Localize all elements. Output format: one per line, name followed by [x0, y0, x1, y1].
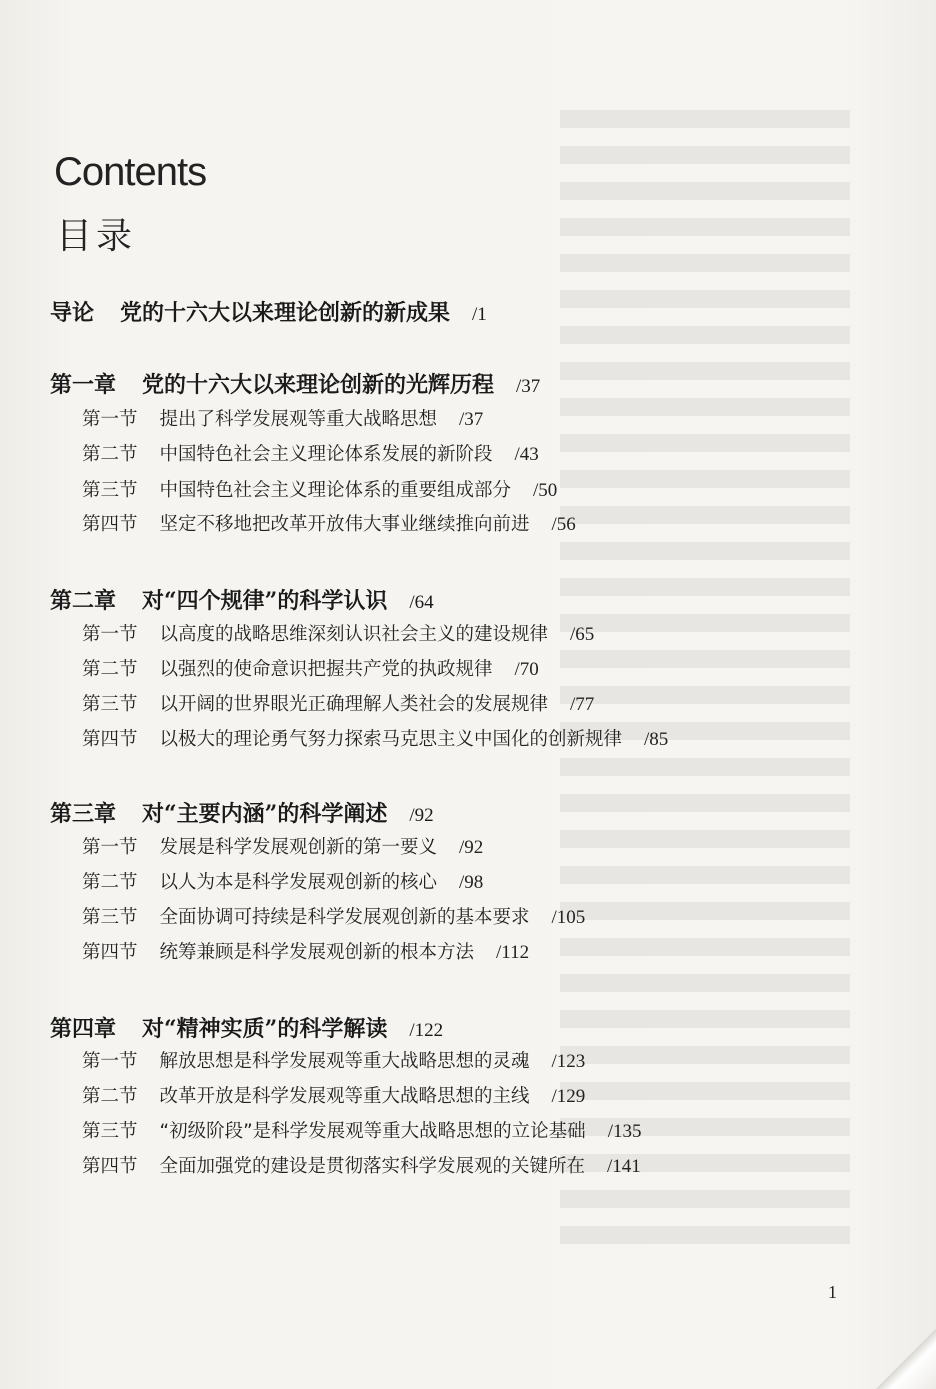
section-number: 第四节 — [82, 729, 138, 750]
section-title: 以人为本是科学发展观创新的核心 — [159, 872, 438, 893]
page-ref: /141 — [607, 1156, 641, 1177]
toc-section-entry[interactable] — [82, 725, 668, 751]
section-number: 第二节 — [82, 1086, 138, 1107]
section-number: 第三节 — [82, 694, 138, 715]
section-title: 以开阔的世界眼光正确理解人类社会的发展规律 — [159, 694, 549, 715]
page-ref: /112 — [496, 942, 530, 963]
page-ref: /43 — [514, 444, 539, 465]
section-number: 第三节 — [82, 907, 138, 928]
page-ref: /37 — [516, 376, 541, 397]
toc-chapter-entry[interactable] — [50, 296, 487, 327]
toc-chapter-entry[interactable] — [50, 584, 434, 615]
page-number: 1 — [828, 1282, 837, 1302]
section-number: 第一节 — [82, 837, 138, 858]
toc-section-entry[interactable] — [82, 1152, 641, 1178]
section-title: 解放思想是科学发展观等重大战略思想的灵魂 — [159, 1051, 530, 1072]
page-ref: /105 — [551, 907, 586, 928]
toc-section-entry[interactable] — [82, 1117, 641, 1143]
section-title: 全面协调可持续是科学发展观创新的基本要求 — [159, 907, 530, 928]
page-ref: /135 — [607, 1121, 642, 1142]
toc-section-entry[interactable] — [82, 868, 483, 894]
page-ref: /92 — [409, 805, 434, 826]
section-title: “初级阶段”是科学发展观等重大战略思想的立论基础 — [159, 1121, 586, 1142]
section-number: 第二节 — [82, 444, 138, 465]
toc-chapter-entry[interactable] — [50, 1012, 443, 1043]
section-title: 中国特色社会主义理论体系发展的新阶段 — [159, 444, 493, 465]
page-ref: /1 — [472, 304, 487, 325]
toc-section-entry[interactable] — [82, 476, 557, 502]
page-ref: /122 — [409, 1020, 444, 1041]
toc-section-entry[interactable] — [82, 440, 539, 466]
page-ref: /85 — [644, 729, 669, 750]
section-title: 全面加强党的建设是贯彻落实科学发展观的关键所在 — [159, 1156, 586, 1177]
section-number: 第四节 — [82, 942, 138, 963]
section-number: 第三节 — [82, 480, 138, 501]
chapter-number: 第一章 — [50, 372, 117, 398]
contents-title-en: Contents — [54, 150, 207, 194]
toc-chapter-entry[interactable] — [50, 368, 540, 399]
section-number: 第一节 — [82, 409, 138, 430]
page-ref: /37 — [459, 409, 484, 430]
toc-section-entry[interactable] — [82, 833, 483, 859]
toc-section-entry[interactable] — [82, 903, 585, 929]
chapter-title: 对“精神实质”的科学解读 — [142, 1016, 388, 1042]
page-ref: /70 — [514, 659, 539, 680]
page-ref: /56 — [551, 514, 576, 535]
chapter-title: 对“主要内涵”的科学阐述 — [142, 801, 388, 827]
page-ref: /65 — [570, 624, 595, 645]
section-number: 第一节 — [82, 1051, 138, 1072]
page-ref: /98 — [459, 872, 484, 893]
section-number: 第四节 — [82, 1156, 138, 1177]
section-title: 中国特色社会主义理论体系的重要组成部分 — [159, 480, 512, 501]
toc-section-entry[interactable] — [82, 1047, 585, 1073]
toc-section-entry[interactable] — [82, 1082, 585, 1108]
toc-section-entry[interactable] — [82, 690, 594, 716]
chapter-title: 党的十六大以来理论创新的光辉历程 — [142, 372, 495, 398]
section-title: 以高度的战略思维深刻认识社会主义的建设规律 — [159, 624, 549, 645]
chapter-number: 第二章 — [50, 588, 117, 614]
chapter-number: 第四章 — [50, 1016, 117, 1042]
section-number: 第二节 — [82, 659, 138, 680]
toc-section-entry[interactable] — [82, 620, 594, 646]
section-number: 第四节 — [82, 514, 138, 535]
section-title: 以强烈的使命意识把握共产党的执政规律 — [159, 659, 493, 680]
section-title: 坚定不移地把改革开放伟大事业继续推向前进 — [159, 514, 530, 535]
section-title: 提出了科学发展观等重大战略思想 — [159, 409, 438, 430]
chapter-title: 对“四个规律”的科学认识 — [142, 588, 388, 614]
page-ref: /64 — [409, 592, 434, 613]
page-ref: /50 — [533, 480, 558, 501]
toc-section-entry[interactable] — [82, 938, 529, 964]
show-through-text — [560, 110, 850, 1260]
section-number: 第一节 — [82, 624, 138, 645]
chapter-title: 党的十六大以来理论创新的新成果 — [120, 300, 451, 326]
section-title: 统筹兼顾是科学发展观创新的根本方法 — [159, 942, 475, 963]
section-number: 第二节 — [82, 872, 138, 893]
page-ref: /92 — [459, 837, 484, 858]
section-title: 发展是科学发展观创新的第一要义 — [159, 837, 438, 858]
toc-chapter-entry[interactable] — [50, 797, 434, 828]
page-ref: /123 — [551, 1051, 586, 1072]
page-ref: /129 — [551, 1086, 586, 1107]
chapter-number: 导论 — [50, 300, 95, 326]
toc-section-entry[interactable] — [82, 655, 539, 681]
toc-section-entry[interactable] — [82, 510, 576, 536]
toc-section-entry[interactable] — [82, 405, 483, 431]
page-ref: /77 — [570, 694, 595, 715]
chapter-number: 第三章 — [50, 801, 117, 827]
section-title: 改革开放是科学发展观等重大战略思想的主线 — [159, 1086, 530, 1107]
section-number: 第三节 — [82, 1121, 138, 1142]
contents-title-zh: 目录 — [56, 216, 137, 257]
page-corner-fold — [876, 1329, 936, 1389]
section-title: 以极大的理论勇气努力探索马克思主义中国化的创新规律 — [159, 729, 623, 750]
